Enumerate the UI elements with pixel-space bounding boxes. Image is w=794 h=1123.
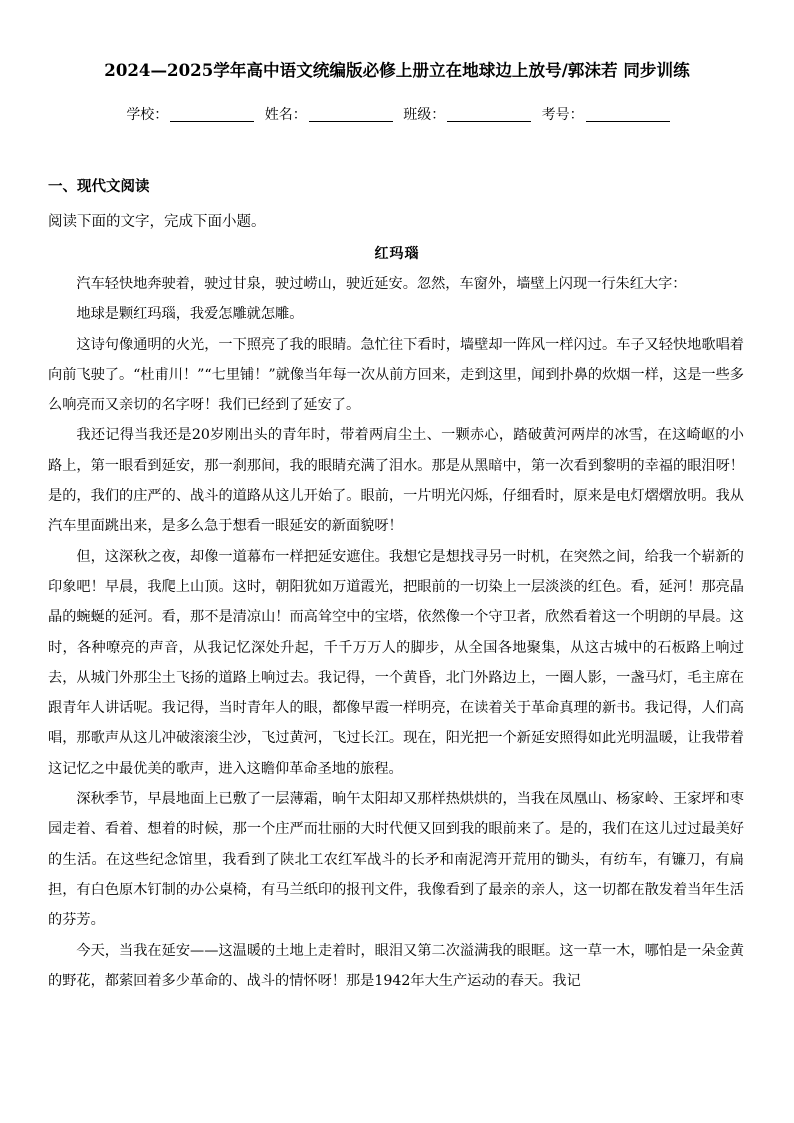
passage-body — [48, 269, 744, 996]
number-blank[interactable] — [586, 107, 670, 122]
paragraph: 我还记得当我还是20岁刚出头的青年时，带着两肩尘土、一颗赤心，踏破黄河两岸的冰雪，在这崎岖的小路上，第一眼看到延安，那一刹那间，我的眼睛充满了泪水。那是从黑暗中，第一次看到黎明的幸福的眼泪呀！是的，我们的庄严的、战斗的道路从这儿开始了。眼前，一片明光闪烁，仔细看时，原来是电灯熠熠放明。我从汽车里面跳出来，是多么急于想看一眼延安的新面貌呀！ — [48, 427, 744, 535]
document-title: 2024—2025学年高中语文统编版必修上册立在地球边上放号/郭沫若 同步训练 — [104, 60, 690, 80]
number-label: 考号： — [541, 107, 584, 123]
school-blank[interactable] — [170, 107, 254, 122]
passage-title: 红玛瑙 — [374, 246, 420, 262]
paragraph: 今天，当我在延安——这温暖的土地上走着时，眼泪又第二次溢满我的眼眶。这一草一木，哪怕是一朵金黄的野花，都萦回着多少革命的、战斗的情怀呀！那是1942年大生产运动的春天。我记 — [48, 942, 744, 989]
paragraph: 地球是颗红玛瑙，我爱怎雕就怎雕。 — [76, 306, 304, 323]
name-label: 姓名： — [264, 107, 307, 123]
paragraph: 这诗句像通明的火光，一下照亮了我的眼睛。急忙往下看时，墙壁却一阵风一样闪过。车子又轻快地歌唱着向前飞驶了。“杜甫川！”“七里铺！”就像当年每一次从前方回来，走到这里，闻到扑鼻的炊烟一样，这是一些多么响亮而又亲切的名字呀！我们已经到了延安了。 — [48, 336, 744, 414]
paragraph: 但，这深秋之夜，却像一道幕布一样把延安遮住。我想它是想找寻另一时机，在突然之间，给我一个崭新的印象吧！早晨，我爬上山顶。这时，朝阳犹如万道霞光，把眼前的一切染上一层淡淡的红色。看，延河！那亮晶晶的蜿蜒的延河。看，那不是清凉山！而高耸空中的宝塔，依然像一个守卫者，欣然看着这一个明朗的早晨。这时，各种嘹亮的声音，从我记忆深处升起，千千万万人的脚步，从全国各地聚集，从这古城中的石板路上响过去，从城门外那尘土飞扬的道路上响过去。我记得，一个黄昏，北门外路边上，一圈人影，一盏马灯，毛主席在跟青年人讲话呢。我记得，当时青年人的眼，都像早霞一样明亮，在读着关于革命真理的新书。我记得，人们高唱，那歌声从这儿冲破滚滚尘沙，飞过黄河，飞过长江。现在，阳光把一个新延安照得如此光明温暖，让我带着这记忆之中最优美的歌声，进入这瞻仰革命圣地的旅程。 — [48, 548, 744, 777]
class-label: 班级： — [403, 107, 446, 123]
paragraph: 深秋季节，早晨地面上已敷了一层薄霜，晌午太阳却又那样热烘烘的，当我在凤凰山、杨家岭、王家坪和枣园走着、看着、想着的时候，那一个庄严而壮丽的大时代便又回到我的眼前来了。是的，我们在这儿过过最美好的生活。在这些纪念馆里，我看到了陕北工农红军战斗的长矛和南泥湾开荒用的锄头，有纺车，有镰刀，有扁担，有白色原木钉制的办公桌椅，有马兰纸印的报刊文件，我像看到了最亲的亲人，这一切都在散发着当年生活的芬芳。 — [48, 791, 744, 929]
paragraph: 汽车轻快地奔驶着，驶过甘泉，驶过崂山，驶近延安。忽然，车窗外，墙壁上闪现一行朱红大字： — [76, 276, 687, 292]
instruction-text: 阅读下面的文字，完成下面小题。 — [48, 214, 266, 230]
section-heading: 一、现代文阅读 — [48, 179, 150, 195]
school-label: 学校： — [126, 107, 169, 123]
name-blank[interactable] — [309, 107, 393, 122]
student-info-row — [0, 104, 794, 124]
class-blank[interactable] — [447, 107, 531, 122]
